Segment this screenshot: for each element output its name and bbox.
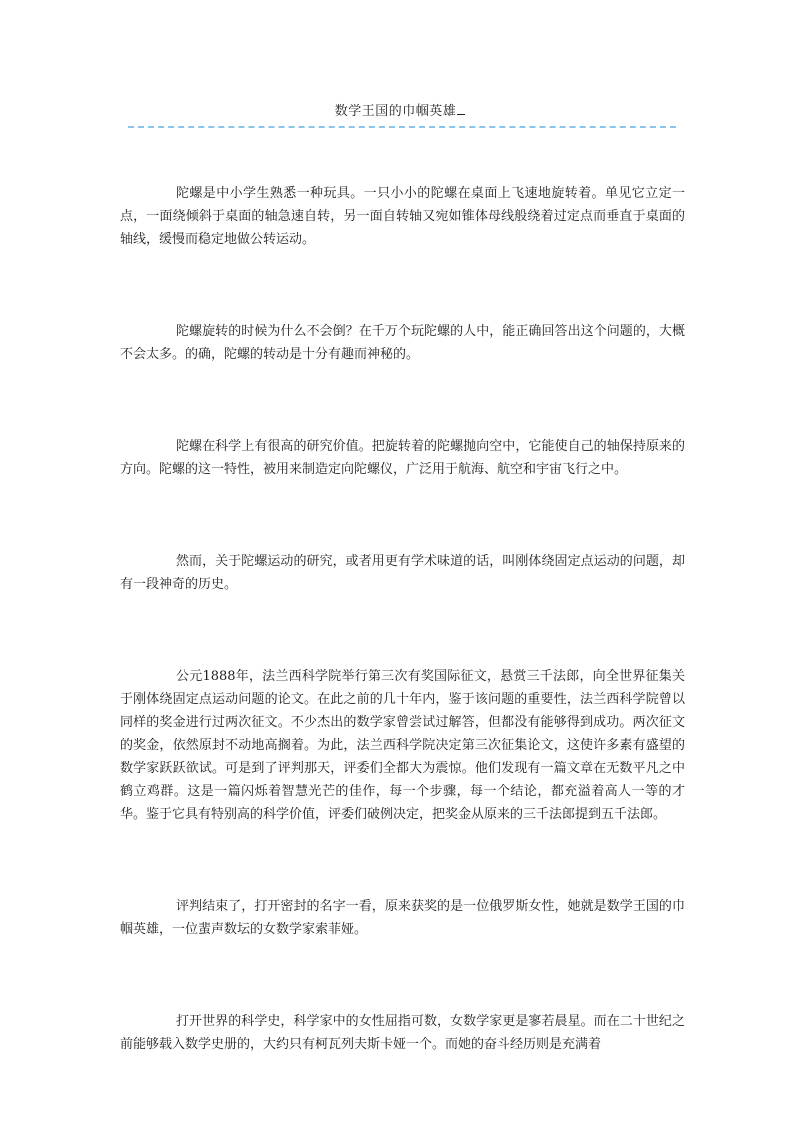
paragraph-4: 然而，关于陀螺运动的研究，或者用更有学术味道的话，叫刚体绕固定点运动的问题，却有一段神奇的历史。	[120, 554, 685, 592]
paragraph-3: 陀螺在科学上有很高的研究价值。把旋转着的陀螺抛向空中，它能使自己的轴保持原来的方向。陀螺的这一特性，被用来制造定向陀螺仪，广泛用于航海、航空和宇宙飞行之中。	[120, 439, 685, 477]
paragraph-5: 公元1888年，法兰西科学院举行第三次有奖国际征文，悬赏三千法郎，向全世界征集关于刚体绕固定点运动问题的论文。在此之前的几十年内，鉴于该问题的重要性，法兰西科学院曾以同样的奖金进行过两次征文。不少杰出的数学家曾尝试过解答，但都没有能够得到成功。两次征文的奖金，依然原封不动地高搁着。为此，法兰西科学院决定第三次征集论文，这使许多素有盛望的数学家跃跃欲试。可是到了评判那天，评委们全都大为震惊。他们发现有一篇文章在无数平凡之中鹤立鸡群。这是一篇闪烁着智慧光芒的佳作，每一个步骤，每一个结论，都充溢着高人一等的才华。鉴于它具有特别高的科学价值，评委们破例决定，把奖金从原来的三千法郎提到五千法郎。	[120, 669, 685, 822]
paragraph-2: 陀螺旋转的时候为什么不会倒？在千万个玩陀螺的人中，能正确回答出这个问题的，大概不会太多。的确，陀螺的转动是十分有趣而神秘的。	[120, 324, 685, 362]
title-block	[0, 100, 800, 119]
document-body	[120, 182, 685, 1125]
paragraph-1: 陀螺是中小学生熟悉一种玩具。一只小小的陀螺在桌面上飞速地旋转着。单见它立定一点，一面绕倾斜于桌面的轴急速自转，另一面自转轴又宛如锥体母线般绕着过定点而垂直于桌面的轴线，缓慢而稳定地做公转运动。	[120, 186, 685, 247]
paragraph-6: 评判结束了，打开密封的名字一看，原来获奖的是一位俄罗斯女性，她就是数学王国的巾帼英雄，一位蜚声数坛的女数学家索菲娅。	[120, 899, 685, 937]
text-cursor	[457, 103, 465, 115]
dashed-divider	[128, 126, 676, 128]
paragraph-7: 打开世界的科学史，科学家中的女性屈指可数，女数学家更是寥若晨星。而在二十世纪之前能够载入数学史册的，大约只有柯瓦列夫斯卡娅一个。而她的奋斗经历则是充满着	[120, 1014, 685, 1052]
page-title: 数学王国的巾帼英雄	[334, 104, 457, 119]
